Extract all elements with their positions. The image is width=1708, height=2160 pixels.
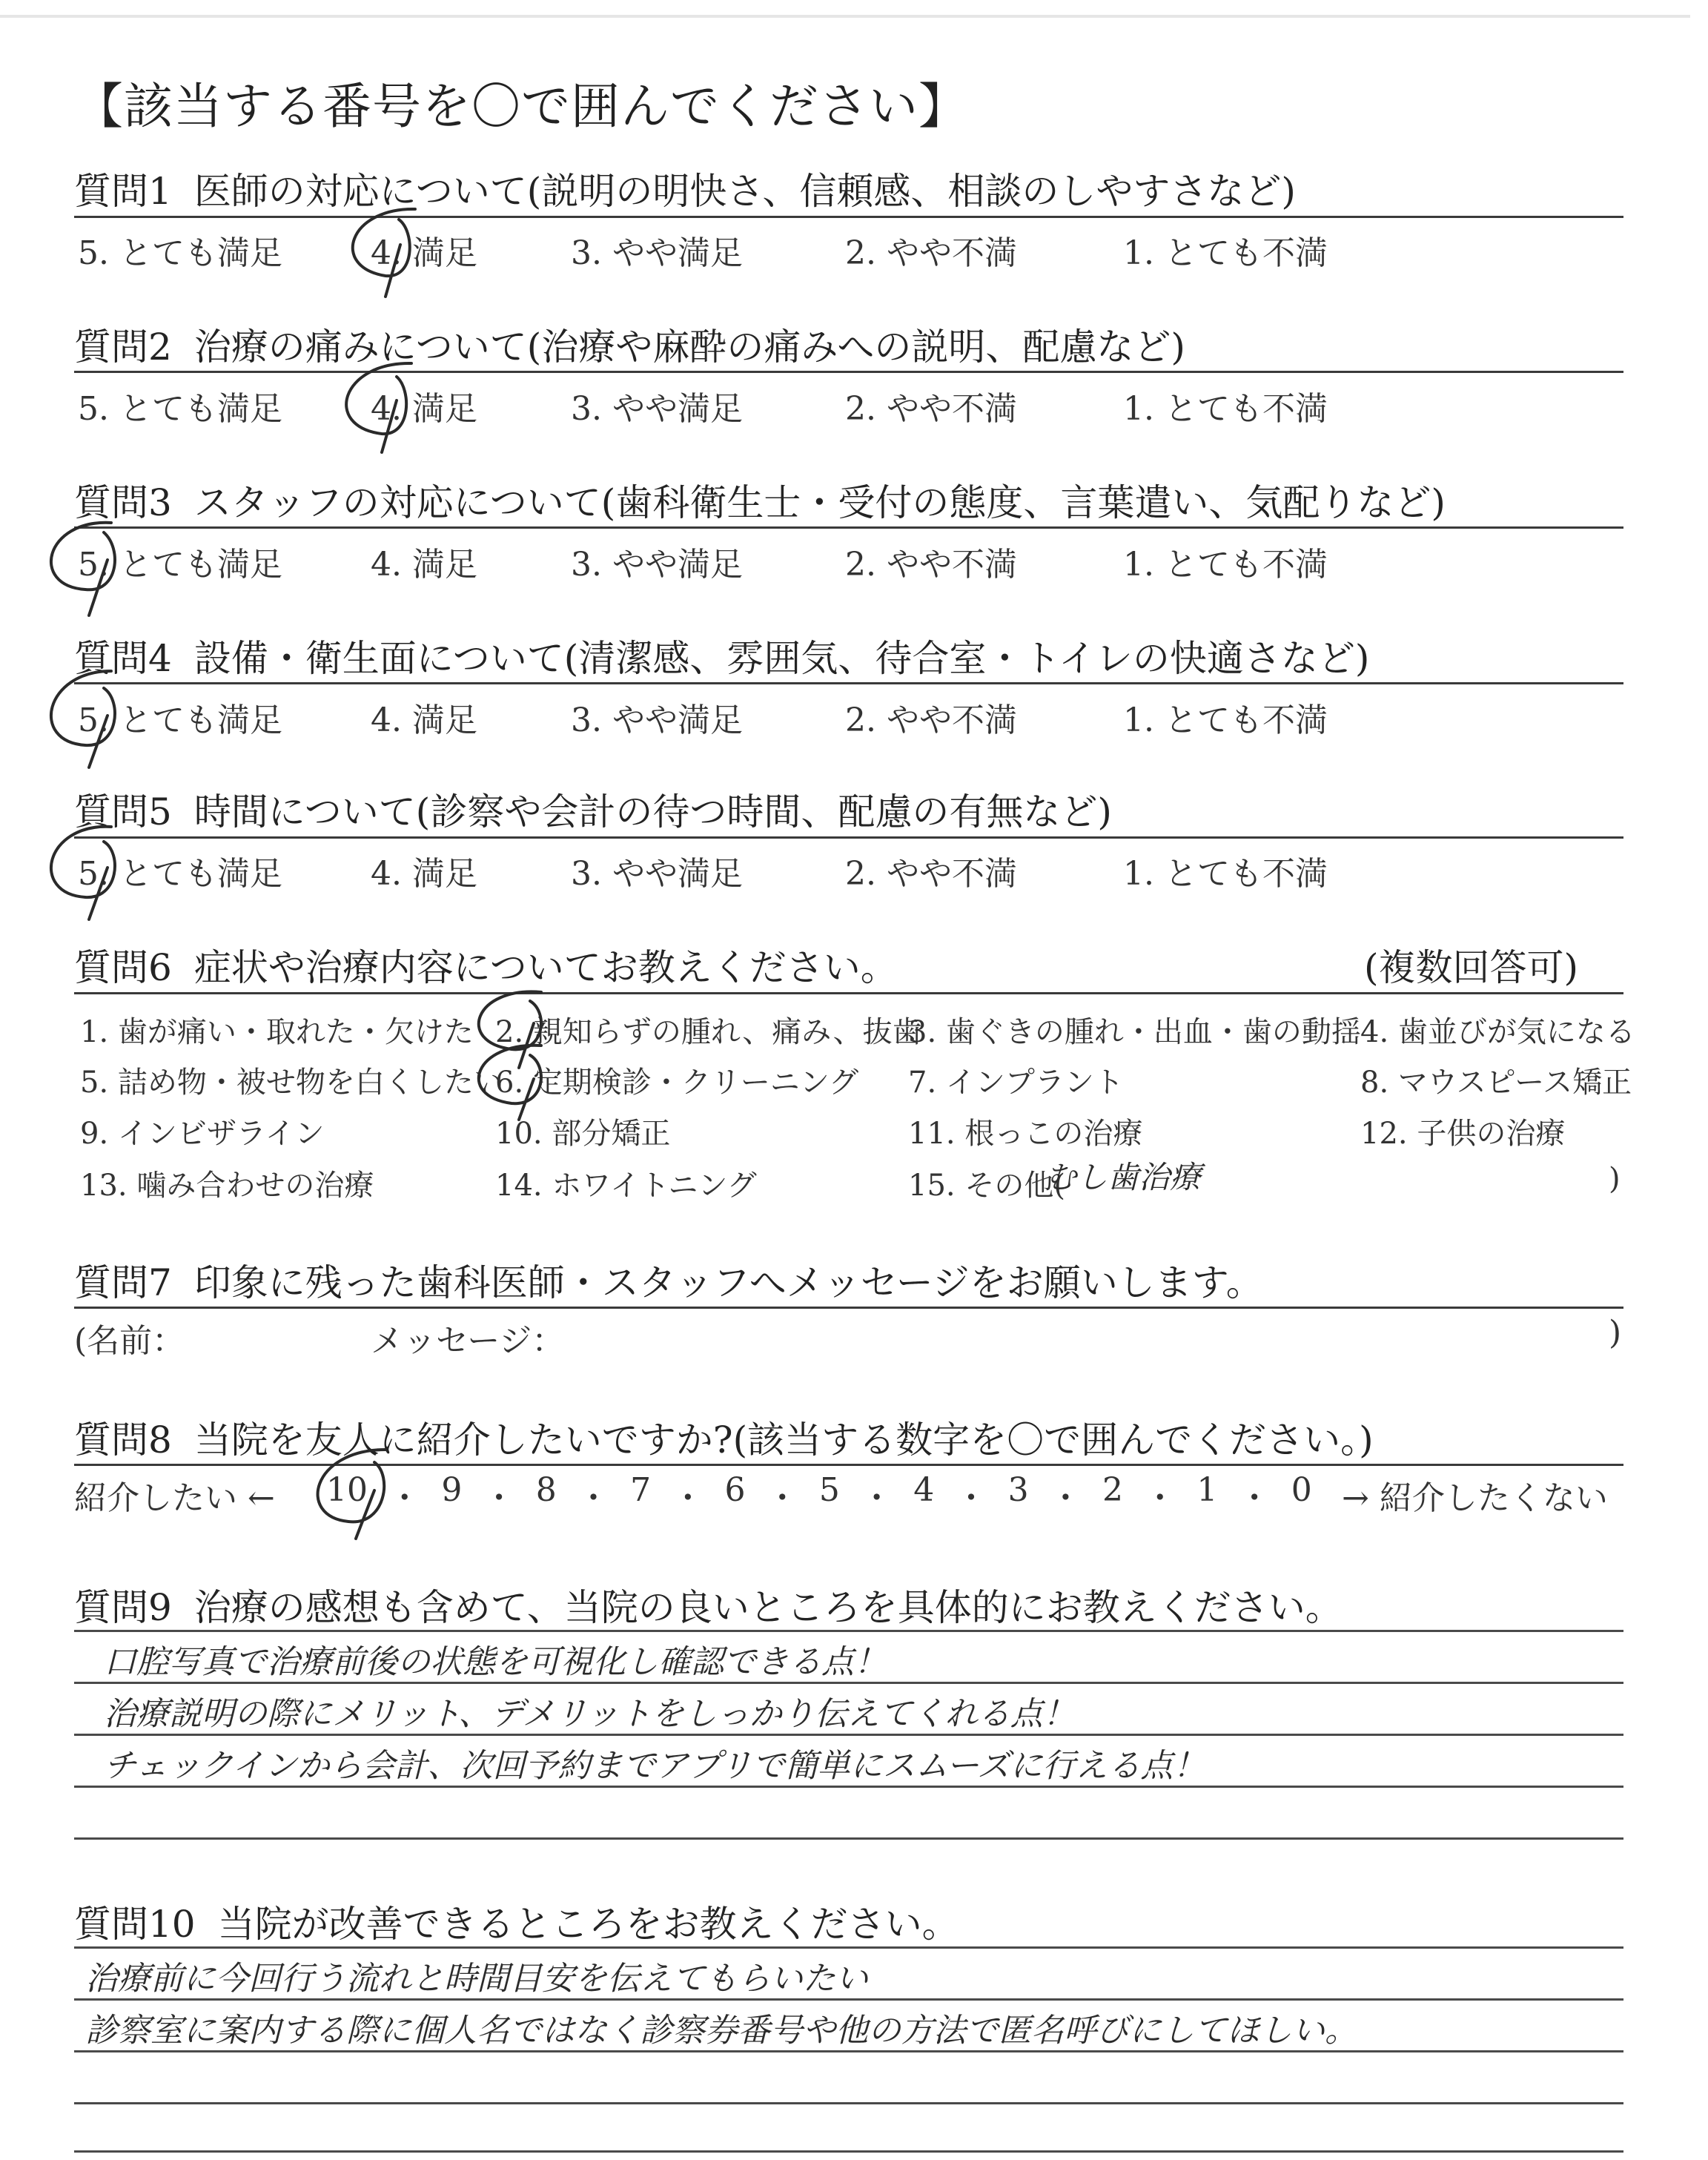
q1-option-1[interactable]: 1. とても不満 — [1123, 234, 1328, 272]
question-5-text: 時間について(診察や会計の待つ時間、配慮の有無など) — [193, 790, 1112, 833]
question-4-label: 質問4 — [74, 637, 172, 680]
question-4-text: 設備・衛生面について(清潔感、雰囲気、待合室・トイレの快適さなど) — [193, 637, 1370, 680]
q6-other-close-paren: ) — [1609, 1162, 1621, 1196]
q6-option-4[interactable]: 4. 歯並びが気になる — [1360, 1015, 1635, 1049]
q8-value-7[interactable]: 7 — [630, 1471, 652, 1509]
q6-option-8[interactable]: 8. マウスピース矯正 — [1360, 1066, 1632, 1100]
q4-option-2[interactable]: 2. やや不満 — [845, 701, 1017, 739]
q8-value-8[interactable]: 8 — [535, 1471, 557, 1509]
q8-value-4[interactable]: 4 — [913, 1471, 935, 1509]
q6-option-7[interactable]: 7. インプラント — [908, 1066, 1124, 1100]
q5-option-3[interactable]: 3. やや満足 — [571, 855, 743, 893]
q5-option-4[interactable]: 4. 満足 — [371, 855, 477, 893]
q8-dot: ・ — [388, 1479, 421, 1517]
q8-dot: ・ — [766, 1479, 799, 1517]
q6-option-13[interactable]: 13. 噛み合わせの治療 — [80, 1169, 374, 1203]
q7-message-label: メッセージ： — [371, 1322, 565, 1360]
q8-value-5[interactable]: 5 — [818, 1471, 840, 1509]
q1-option-3[interactable]: 3. やや満足 — [571, 234, 743, 272]
q6-option-14[interactable]: 14. ホワイトニング — [495, 1169, 757, 1203]
q8-value-6[interactable]: 6 — [724, 1471, 746, 1509]
q10-answer-line-1: 治療前に今回行う流れと時間目安を伝えてもらいたい — [85, 1960, 868, 1998]
q2-option-5[interactable]: 5. とても満足 — [78, 390, 282, 428]
q3-option-1[interactable]: 1. とても不満 — [1123, 546, 1328, 584]
q4-option-5[interactable]: 5. とても満足 — [78, 701, 282, 739]
question-8-label: 質問8 — [74, 1418, 172, 1462]
q5-option-1[interactable]: 1. とても不満 — [1123, 855, 1328, 893]
q2-option-2[interactable]: 2. やや不満 — [845, 390, 1017, 428]
question-3-text: スタッフの対応について(歯科衛生士・受付の態度、言葉遣い、気配りなど) — [193, 481, 1446, 524]
q3-option-3[interactable]: 3. やや満足 — [571, 546, 743, 584]
question-6-label: 質問6 — [74, 946, 172, 989]
q4-option-3[interactable]: 3. やや満足 — [571, 701, 743, 739]
q2-selection-circle — [346, 363, 411, 452]
question-10-text: 当院が改善できるところをお教えください。 — [217, 1903, 959, 1946]
q4-selection-circle — [51, 671, 115, 767]
q6-option-11[interactable]: 11. 根っこの治療 — [908, 1117, 1143, 1151]
q6-option-1[interactable]: 1. 歯が痛い・取れた・欠けた — [80, 1015, 474, 1049]
q8-dot: ・ — [954, 1479, 987, 1517]
q5-option-5[interactable]: 5. とても満足 — [78, 855, 282, 893]
q4-option-1[interactable]: 1. とても不満 — [1123, 701, 1328, 739]
question-6-text: 症状や治療内容についてお教えください。 — [193, 946, 898, 989]
q5-option-2[interactable]: 2. やや不満 — [845, 855, 1017, 893]
q7-name-label: (名前： — [74, 1322, 185, 1360]
question-7-label: 質問7 — [74, 1261, 172, 1304]
q8-value-1[interactable]: 1 — [1196, 1471, 1218, 1509]
q9-answer-line-1: 口腔写真で治療前後の状態を可視化し確認できる点！ — [104, 1643, 887, 1681]
q8-left-label: 紹介したい ← — [74, 1479, 275, 1517]
multiple-answers-note: (複数回答可) — [1364, 946, 1579, 989]
q8-dot: ・ — [1143, 1479, 1176, 1517]
q1-option-4[interactable]: 4. 満足 — [371, 234, 477, 272]
q3-selection-circle — [51, 523, 115, 615]
q3-option-4[interactable]: 4. 満足 — [371, 546, 477, 584]
q6-option-3[interactable]: 3. 歯ぐきの腫れ・出血・歯の動揺 — [908, 1015, 1361, 1049]
q8-value-9[interactable]: 9 — [441, 1471, 463, 1509]
q6-option-6[interactable]: 6. 定期検診・クリーニング — [495, 1066, 859, 1100]
question-9-text: 治療の感想も含めて、当院の良いところを具体的にお教えください。 — [193, 1586, 1343, 1629]
q6-option-2[interactable]: 2. 親知らずの腫れ、痛み、抜歯 — [495, 1015, 922, 1049]
question-1-text: 医師の対応について(説明の明快さ、信頼感、相談のしやすさなど) — [193, 170, 1296, 213]
q8-selection-circle — [318, 1450, 385, 1539]
question-9-label: 質問9 — [74, 1586, 172, 1629]
q8-value-0[interactable]: 0 — [1291, 1471, 1312, 1509]
page-title: 【該当する番号を〇で囲んでください】 — [74, 78, 968, 135]
q1-option-2[interactable]: 2. やや不満 — [845, 234, 1017, 272]
q8-value-2[interactable]: 2 — [1102, 1471, 1123, 1509]
q6-option-5[interactable]: 5. 詰め物・被せ物を白くしたい — [80, 1066, 503, 1100]
q8-value-10[interactable]: 10 — [326, 1471, 368, 1509]
q6-option-12[interactable]: 12. 子供の治療 — [1360, 1117, 1566, 1151]
q8-dot: ・ — [483, 1479, 516, 1517]
q2-option-4[interactable]: 4. 満足 — [371, 390, 477, 428]
question-3-label: 質問3 — [74, 481, 172, 524]
q9-answer-line-2: 治療説明の際にメリット、デメリットをしっかり伝えてくれる点！ — [104, 1695, 1076, 1733]
question-2-text: 治療の痛みについて(治療や麻酔の痛みへの説明、配慮など) — [193, 326, 1185, 369]
q6-option-10[interactable]: 10. 部分矯正 — [495, 1117, 671, 1151]
q4-option-4[interactable]: 4. 満足 — [371, 701, 477, 739]
q5-selection-circle — [51, 827, 115, 919]
q8-dot: ・ — [671, 1479, 704, 1517]
q6-other-handwritten: むし歯治療 — [1045, 1159, 1202, 1195]
q6-option-15[interactable]: 15. その他( — [908, 1169, 1065, 1203]
q10-answer-line-2: 診察室に案内する際に個人名ではなく診察券番号や他の方法で匿名呼びにしてほしい。 — [85, 2012, 1357, 2050]
q3-option-5[interactable]: 5. とても満足 — [78, 546, 282, 584]
question-10-label: 質問10 — [74, 1903, 196, 1946]
question-5-label: 質問5 — [74, 790, 172, 833]
q8-value-3[interactable]: 3 — [1007, 1471, 1029, 1509]
q2-option-3[interactable]: 3. やや満足 — [571, 390, 743, 428]
q6-selection-circle-6 — [479, 1046, 541, 1120]
q2-option-1[interactable]: 1. とても不満 — [1123, 390, 1328, 428]
q3-option-2[interactable]: 2. やや不満 — [845, 546, 1017, 584]
question-8-text: 当院を友人に紹介したいですか?(該当する数字を〇で囲んでください。) — [193, 1418, 1374, 1462]
q8-dot: ・ — [860, 1479, 893, 1517]
q9-answer-line-3: チェックインから会計、次回予約までアプリで簡単にスムーズに行える点！ — [104, 1747, 1206, 1785]
q1-selection-circle — [353, 209, 415, 297]
q7-close-paren: ) — [1609, 1314, 1622, 1352]
q8-dot: ・ — [577, 1479, 610, 1517]
question-7-text: 印象に残った歯科医師・スタッフへメッセージをお願いします。 — [193, 1261, 1263, 1304]
q8-dot: ・ — [1049, 1479, 1082, 1517]
q8-right-label: → 紹介したくない — [1342, 1479, 1608, 1517]
q1-option-5[interactable]: 5. とても満足 — [78, 234, 282, 272]
q6-option-9[interactable]: 9. インビザライン — [80, 1117, 325, 1151]
question-2-label: 質問2 — [74, 326, 172, 369]
q8-dot: ・ — [1238, 1479, 1271, 1517]
question-1-label: 質問1 — [74, 170, 172, 213]
